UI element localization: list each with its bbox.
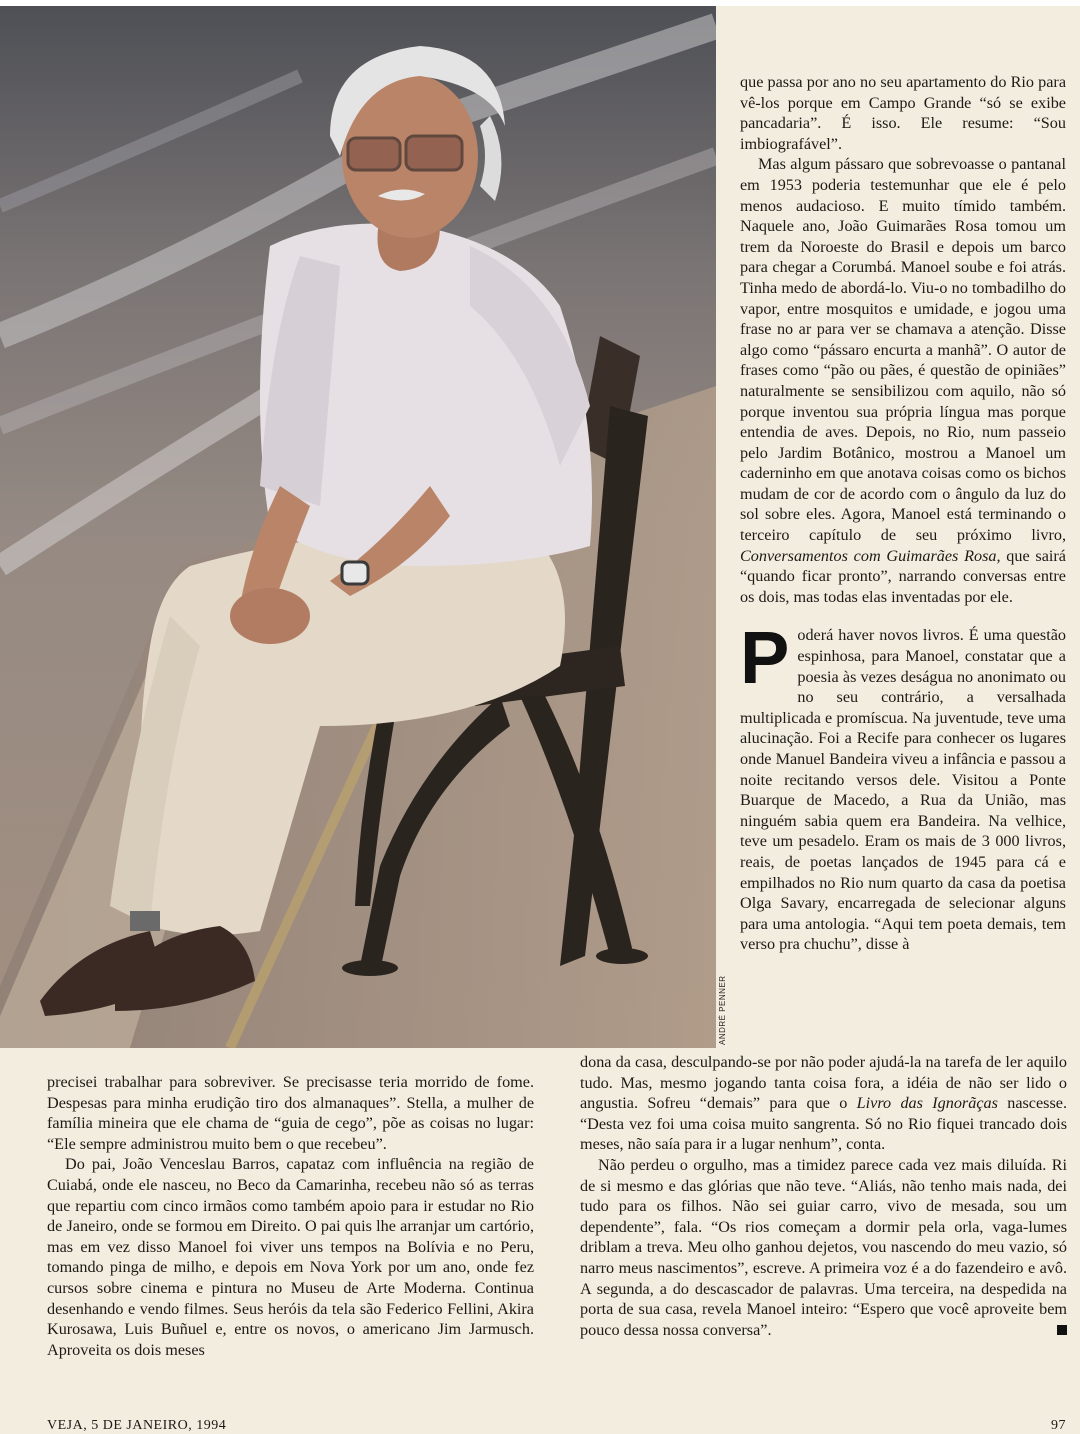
paragraph-text: nascesse. “Desta vez foi uma coisa muito sangrenta. Só no Rio fiquei trancado dois meses, não saía para ir a lugar nenhum”, conta. bbox=[580, 1094, 1068, 1154]
paragraph bbox=[740, 616, 1066, 955]
drop-cap: P bbox=[740, 616, 790, 700]
photo-credit: ANDRÉ PENNER bbox=[718, 975, 727, 1045]
bottom-right-column bbox=[580, 1052, 1067, 1340]
book-title: Conversamentos com Guimarães Rosa, bbox=[740, 546, 1001, 565]
photo-man-on-bench bbox=[0, 6, 716, 1048]
book-title: Livro das Ignorãças bbox=[856, 1094, 998, 1113]
paragraph bbox=[740, 154, 1066, 607]
bottom-left-column bbox=[47, 1072, 534, 1360]
paragraph-text: Não perdeu o orgulho, mas a timidez parece cada vez mais diluída. Ri de si mesmo e das glórias que não teve. “Aliás, não tenho mais nada, dei tudo para os filhos. Não sei guiar carro, vivo de mesada, sou um dependente”, fala. “Os rios começam a dormir pela orla, vaga-lumes driblam a treva. Meu olho ganhou dejetos, vou nascendo do meu vazio, só narro meus nascimentos”, escreve. A primeira voz é a do fazendeiro e avô. A segunda, a do descascador de palavras. Uma terceira, na despedida na porta de sua casa, revela Manoel inteiro: “Espero que você aproveite bem pouco dessa nossa conversa”. bbox=[580, 1155, 1067, 1339]
paragraph: precisei trabalhar para sobreviver. Se precisasse teria morrido de fome. Despesas para minha erudição tiro dos almanaques”. Stella, a mulher de família mineira que ele chama de “guia de cego”, põe as coisas no lugar: “Ele sempre administrou muito bem o que recebeu”. bbox=[47, 1073, 534, 1153]
right-column bbox=[740, 72, 1066, 955]
paragraph-text: oderá haver novos livros. É uma questão espinhosa, para Manoel, constatar que a poesia às vezes deságua no anonimato ou no seu contrário, a versalhada multiplicada e promíscua. Na juventude, teve uma alucinação. Foi a Recife para conhecer os lugares onde Manuel Bandeira viveu a infância e passou a noite recitando versos dele. Visitou a Ponte Buarque de Macedo, a Rua da União, mas ninguém sabia quem era Bandeira. Na velhice, teve um pesadelo. Eram os mais de 3 000 livros, reais, de poetas lançados de 1945 para cá e empilhados no Rio num quarto da casa da poetisa Olga Savary, encarregada de selecionar alguns para uma antologia. “Aqui tem poeta demais, tem verso pra chuchu”, disse à bbox=[740, 626, 1066, 954]
paragraph-text: dona da casa, desculpando-se por não poder ajudá-la na tarefa de ler aquilo tudo. Mas, mesmo jogando tanta coisa fora, a idéia de não ser lido o angustia. Sofreu “demais” para que o bbox=[580, 1053, 1067, 1113]
paragraph: Do pai, João Venceslau Barros, capataz com influência na região de Cuiabá, onde ele nasceu, no Beco da Camarinha, recebeu não só as terras que repartiu com cinco irmãos como também apoio para ir estudar no Rio de Janeiro, onde se formou em Direito. O pai quis lhe arranjar um cartório, mas em vez disso Manoel foi viver uns tempos na Bolívia e no Peru, tomando pinga de milho, e depois em Nova York por um ano, onde fez cursos sobre cinema e pintura no Museu de Arte Moderna. Continua desenhando e vendo filmes. Seus heróis da tela são Federico Fellini, Akira Kurosawa, Luis Buñuel e, entre os novos, o americano Jim Jarmusch. Aproveita os dois meses bbox=[47, 1155, 534, 1359]
paragraph-text: Mas algum pássaro que sobrevoasse o pantanal em 1953 poderia testemunhar que ele é pelo menos audacioso. E muito tímido também. Naquele ano, João Guimarães Rosa tomou um trem da Noroeste do Brasil e depois um barco para chegar a Corumbá. Manoel soube e foi atrás. Tinha medo de abordá-lo. Viu-o no tombadilho do vapor, entre mosquitos e umidade, e jogou uma frase no ar para ver se chamava a atenção. Disse algo como “pássaro encurta a manhã”. O autor de frases como “pão ou pães, é questão de opiniães” naturalmente se sensibilizou com aquilo, não só porque inventou sua própria língua mas porque entendia de aves. Depois, no Rio, num passeio pelo Jardim Botânico, mostrou a Manoel um caderninho em que anotava coisas como os bichos mudam de cor de acordo com o ângulo da luz do sol sobre eles. Agora, Manoel está terminando o terceiro capítulo de seu próximo livro, bbox=[740, 155, 1066, 545]
end-mark-square bbox=[1057, 1325, 1067, 1335]
page-number: 97 bbox=[1051, 1418, 1066, 1433]
footer-publication: VEJA, 5 DE JANEIRO, 1994 bbox=[47, 1418, 227, 1433]
paragraph-text: que sairá “quando ficar pronto”, narrando conversas entre os dois, mas todas elas inventadas por ele. bbox=[740, 546, 1066, 606]
paragraph bbox=[580, 1052, 1067, 1155]
paragraph: que passa por ano no seu apartamento do Rio para vê-los porque em Campo Grande “só se exibe pancadaria”. É isso. Ele resume: “Sou imbiografável”. bbox=[740, 73, 1066, 153]
paragraph bbox=[580, 1155, 1067, 1340]
